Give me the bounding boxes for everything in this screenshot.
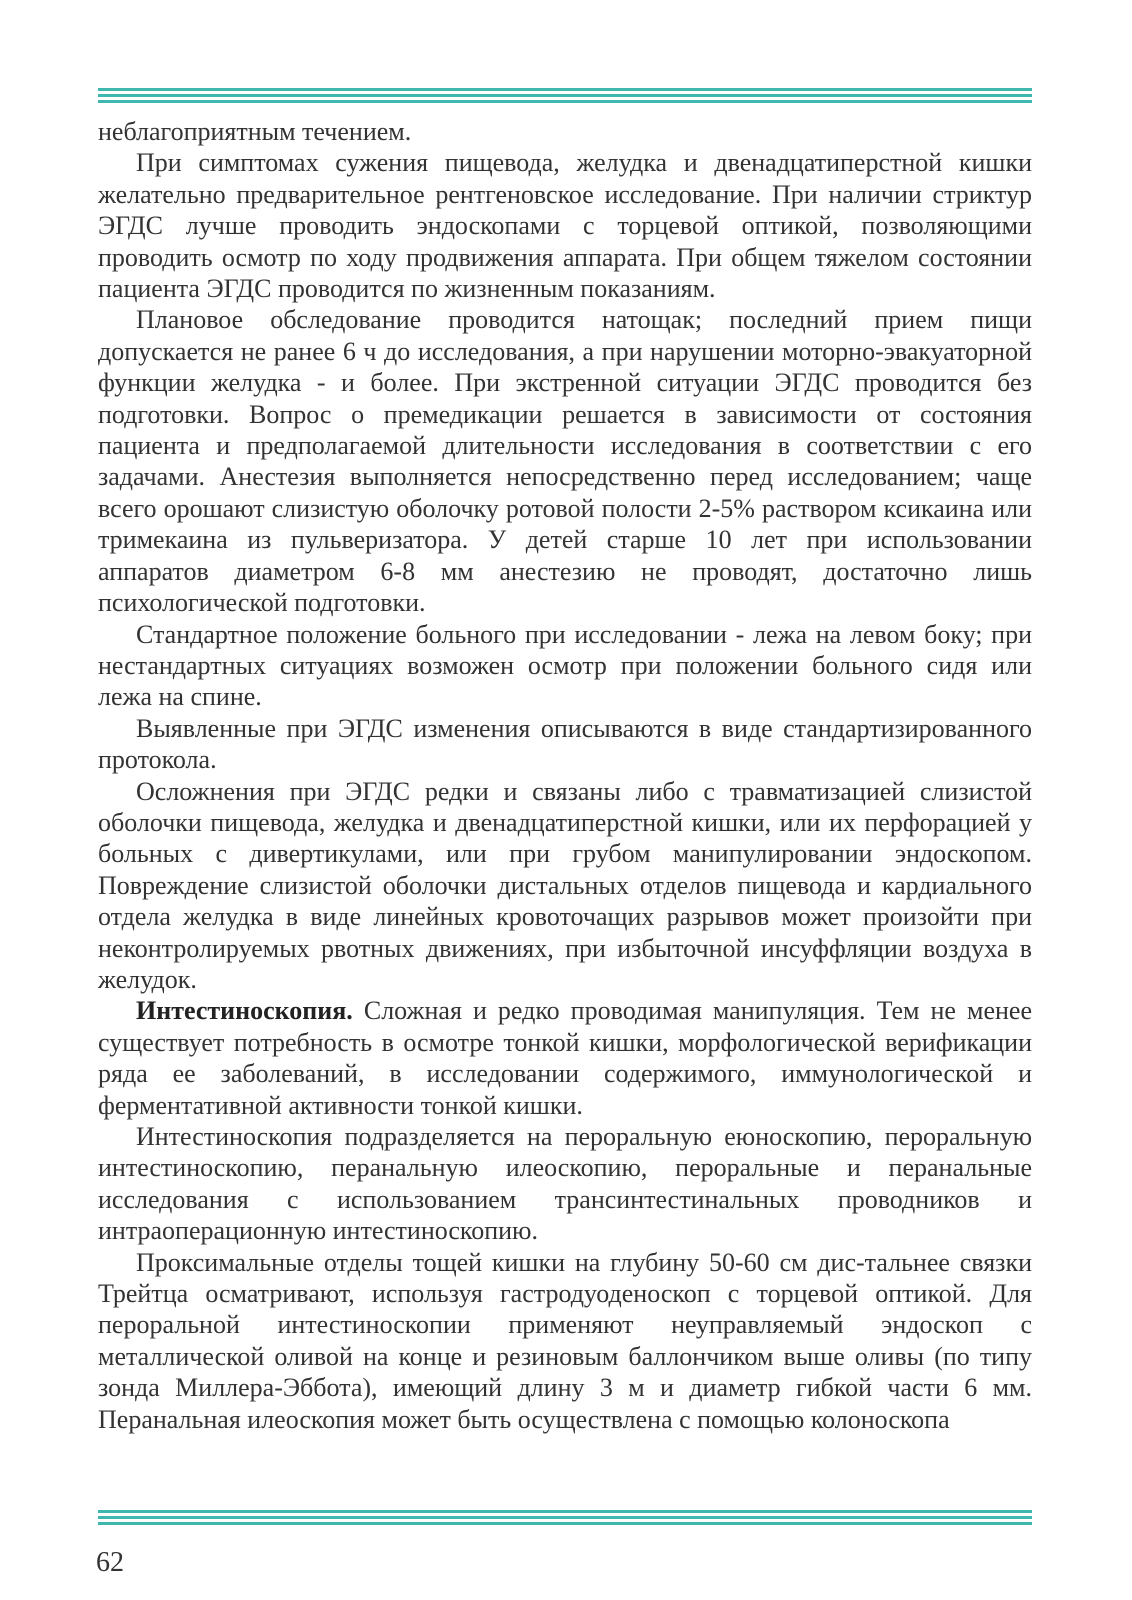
paragraph: Плановое обследование проводится натощак; последний прием пищи допускается не ранее 6 ч до исследования, а при нарушении моторно-эвакуаторной функции желудка - и более. При экстренной ситуации ЭГДС проводится без подготовки. Вопрос о премедикации решается в зависимости от состояния пациента и предполагаемой длительности исследования в соответствии с его задачами. Анестезия выполняется непосредственно перед исследованием; чаще всего орошают слизистую оболочку ротовой полости 2-5% раствором ксикаина или тримекаина из пульверизатора. У детей старше 10 лет при использовании аппаратов диаметром 6-8 мм анестезию не проводят, достаточно лишь психологической подготовки. [98,305,1032,618]
header-rule-line [98,94,1032,97]
paragraph: Интестиноскопия подразделяется на пероральную еюноскопию, пероральную интестиноскопию, перанальную илеоскопию, пероральные и перанальные исследования с использованием трансинтестинальных проводников и интраоперационную интестиноскопию. [98,1122,1032,1246]
paragraph: Проксимальные отделы тощей кишки на глубину 50-60 см дис-тальнее связки Трейтца осматривают, используя гастродуоденоскоп с торцевой оптикой. Для пероральной интестиноскопии применяют неуправляемый эндоскоп с металлической оливой на конце и резиновым баллончиком выше оливы (по типу зонда Миллера-Эббота), имеющий длину 3 м и диаметр гибкой части 6 мм. Перанальная илеоскопия может быть осуществлена с помощью колоноскопа [98,1247,1032,1434]
paragraph: Стандартное положение больного при исследовании - лежа на левом боку; при нестандартных ситуациях возможен осмотр при положении больного сидя или лежа на спине. [98,619,1032,712]
footer-rule-line [98,1516,1032,1519]
page-number: 62 [96,1547,124,1578]
page-body [98,116,1032,1435]
paragraph: Выявленные при ЭГДС изменения описываются в виде стандартизированного протокола. [98,713,1032,775]
paragraph-text: Сложная и редко проводимая манипуляция. Тем не менее существует потребность в осмотре тонкой кишки, морфологической верификации ряда ее заболеваний, в исследовании содержимого, иммунологической и ферментативной активности тонкой кишки. [98,996,1032,1120]
header-rule-line [98,88,1032,91]
footer-rule-line [98,1522,1032,1525]
header-rule-line [98,100,1032,103]
paragraph [98,995,1032,1121]
section-heading: Интестиноскопия. [136,996,353,1026]
header-rule [98,88,1032,106]
footer-rule [98,1510,1032,1528]
paragraph: Осложнения при ЭГДС редки и связаны либо с травматизацией слизистой оболочки пищевода, желудка и двенадцатиперстной кишки, или их перфорацией у больных с дивертикулами, или при грубом манипулировании эндоскопом. Повреждение слизистой оболочки дистальных отделов пищевода и кардиального отдела желудка в виде линейных кровоточащих разрывов может произойти при неконтролируемых рвотных движениях, при избыточной инсуффляции воздуха в желудок. [98,776,1032,994]
paragraph: При симптомах сужения пищевода, желудка и двенадцатиперстной кишки желательно предварительное рентгеновское исследование. При наличии стриктур ЭГДС лучше проводить эндоскопами с торцевой оптикой, позволяющими проводить осмотр по ходу продвижения аппарата. При общем тяжелом состоянии пациента ЭГДС проводится по жизненным показаниям. [98,148,1032,304]
paragraph: неблагоприятным течением. [98,117,412,146]
footer-rule-line [98,1510,1032,1513]
